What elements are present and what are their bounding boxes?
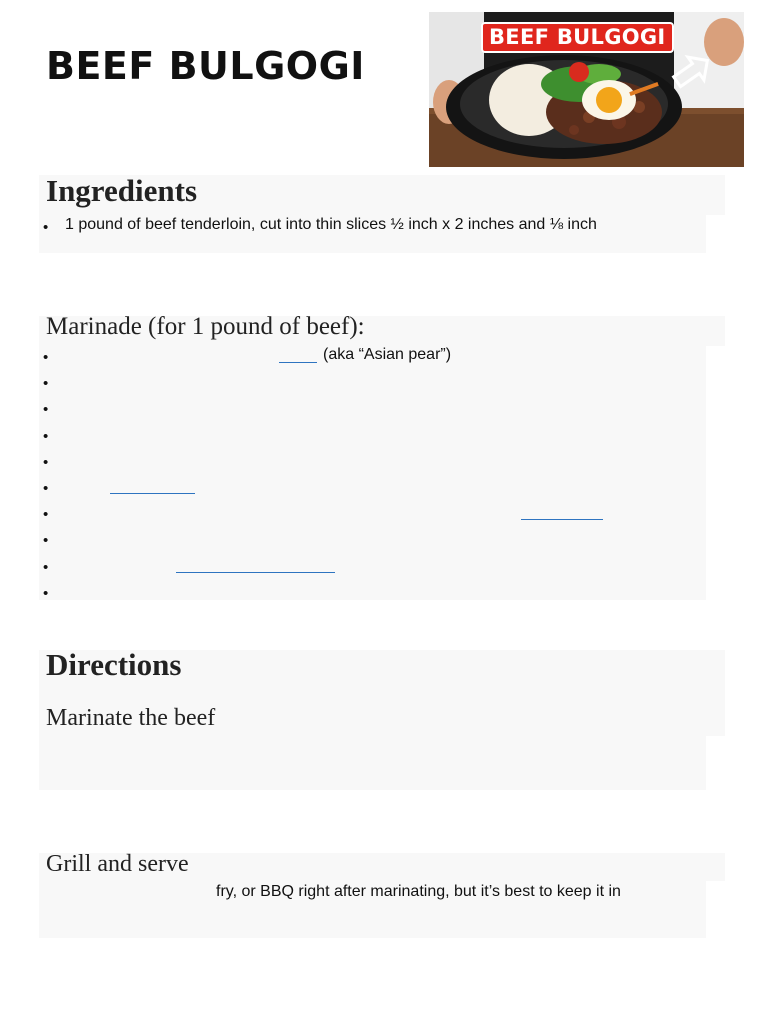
- link-underline[interactable]: [176, 572, 335, 573]
- ingredients-heading: Ingredients: [46, 173, 198, 208]
- directions-heading: Directions: [46, 647, 182, 682]
- list-bullet: •: [43, 585, 49, 602]
- hero-badge: BEEF BULGOGI: [481, 22, 674, 53]
- list-bullet: •: [43, 428, 49, 445]
- list-bullet: •: [43, 454, 49, 471]
- link-underline[interactable]: [521, 519, 603, 520]
- link-underline[interactable]: [110, 493, 195, 494]
- list-bullet: •: [43, 506, 49, 523]
- list-bullet: •: [43, 559, 49, 576]
- step2-heading: Grill and serve: [46, 851, 189, 877]
- list-bullet: •: [43, 480, 49, 497]
- hero-image: [429, 12, 744, 167]
- marinade-heading: Marinade (for 1 pound of beef):: [46, 313, 365, 340]
- marinade-item-note: (aka “Asian pear”): [323, 346, 452, 363]
- list-bullet: •: [43, 532, 49, 549]
- page-title: BEEF BULGOGI: [46, 44, 365, 88]
- step1-text-bg: [39, 736, 706, 790]
- list-bullet: •: [43, 401, 49, 418]
- list-bullet: •: [43, 219, 49, 236]
- list-bullet: •: [43, 375, 49, 392]
- ingredient-item: 1 pound of beef tenderloin, cut into thin slices ½ inch x 2 inches and ⅛ inch: [65, 216, 597, 233]
- marinade-list-bg: [39, 346, 706, 600]
- step1-heading: Marinate the beef: [46, 705, 216, 731]
- step2-text: fry, or BBQ right after marinating, but it’s best to keep it in: [216, 883, 621, 900]
- link-underline[interactable]: [279, 362, 317, 363]
- list-bullet: •: [43, 349, 49, 366]
